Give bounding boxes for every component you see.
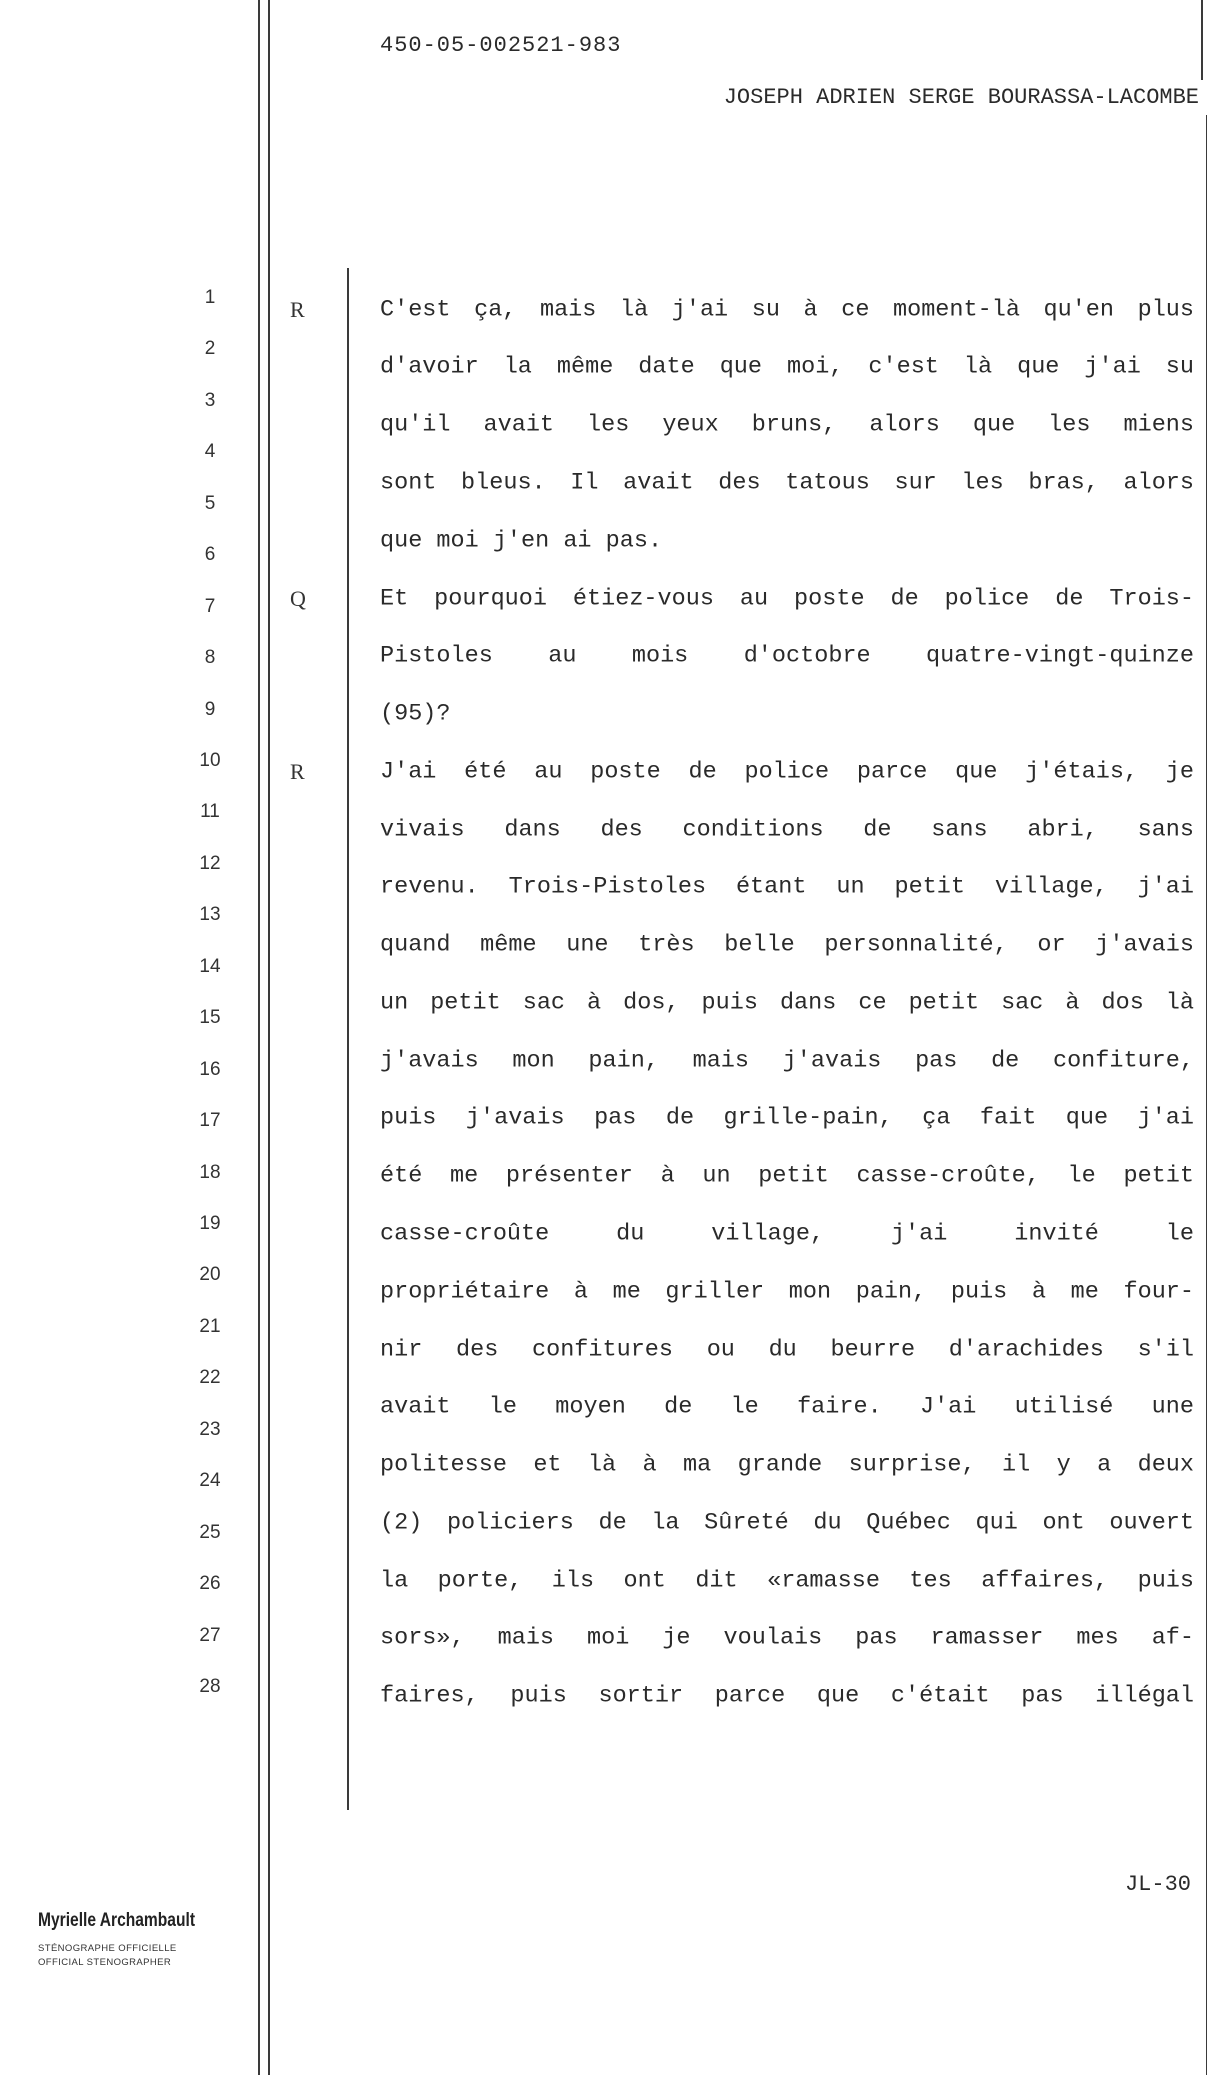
line-number: 23 (199, 1419, 221, 1440)
transcript-line: j'avais mon pain, mais j'avais pas de confiture, (380, 1047, 1194, 1075)
transcript-line: propriétaire à me griller mon pain, puis à me four- (380, 1278, 1194, 1306)
line-number: 8 (204, 647, 216, 668)
line-number: 15 (199, 1007, 221, 1028)
line-number: 9 (204, 699, 216, 720)
speaker-marker-answer: R (290, 297, 305, 322)
page-code: JL-30 (1124, 1872, 1191, 1897)
transcript-line: été me présenter à un petit casse-croûte, le petit (380, 1162, 1194, 1190)
transcript-line: que moi j'en ai pas. (380, 527, 663, 555)
line-number: 4 (204, 441, 216, 462)
transcript-line: un petit sac à dos, puis dans ce petit sac à dos là (380, 989, 1194, 1017)
line-number: 27 (199, 1625, 221, 1646)
line-number: 11 (200, 801, 220, 822)
transcript-line: (2) policiers de la Sûreté du Québec qui ont ouvert (380, 1509, 1194, 1537)
transcript-line: nir des confitures ou du beurre d'arachides s'il (380, 1336, 1194, 1364)
line-number: 22 (199, 1367, 221, 1388)
transcript-line: puis j'avais pas de grille-pain, ça fait que j'ai (380, 1104, 1194, 1132)
transcript-line: Pistoles au mois d'octobre quatre-vingt-quinze (380, 642, 1194, 670)
line-number: 18 (199, 1162, 221, 1183)
transcript-line: quand même une très belle personnalité, or j'avais (380, 931, 1194, 959)
line-number: 25 (199, 1522, 221, 1543)
transcript-line: sors», mais moi je voulais pas ramasser mes af- (380, 1624, 1194, 1652)
stenographer-block (38, 1910, 238, 1970)
line-number: 21 (199, 1316, 221, 1337)
line-number: 14 (199, 956, 221, 977)
stenographer-name: Myrielle Archambault (38, 1910, 196, 1931)
line-number: 6 (204, 544, 216, 565)
margin-rule-right (1206, 115, 1207, 2075)
speaker-column-rule (347, 268, 349, 1810)
line-number: 12 (199, 853, 221, 874)
speaker-marker-question: Q (290, 586, 306, 611)
line-number: 26 (199, 1573, 221, 1594)
transcript-line: casse-croûte du village, j'ai invité le (380, 1220, 1194, 1248)
transcript-line: Et pourquoi étiez-vous au poste de police de Trois- (380, 585, 1194, 613)
transcript-line: (95)? (380, 700, 451, 728)
line-number: 28 (199, 1676, 221, 1697)
transcript-line: J'ai été au poste de police parce que j'étais, je (380, 758, 1194, 786)
transcript-line: C'est ça, mais là j'ai su à ce moment-là qu'en plus (380, 296, 1194, 324)
line-number: 10 (199, 750, 221, 771)
stenographer-title-fr: STÉNOGRAPHE OFFICIELLE (38, 1943, 177, 1954)
line-number: 19 (199, 1213, 221, 1234)
line-number: 7 (204, 596, 216, 617)
case-number: 450-05-002521-983 (380, 33, 622, 58)
line-number: 20 (199, 1264, 221, 1285)
line-number: 24 (199, 1470, 221, 1491)
line-number: 1 (204, 287, 216, 308)
margin-rule-right-top (1201, 0, 1203, 80)
transcript-line: faires, puis sortir parce que c'était pas illégal (380, 1682, 1194, 1710)
speaker-marker-answer: R (290, 759, 305, 784)
transcript-line: avait le moyen de le faire. J'ai utilisé une (380, 1393, 1194, 1421)
transcript-line: politesse et là à ma grande surprise, il y a deux (380, 1451, 1194, 1479)
margin-rule-left-inner (268, 0, 270, 2075)
line-number: 5 (204, 493, 216, 514)
transcript-line: vivais dans des conditions de sans abri, sans (380, 816, 1194, 844)
line-number: 17 (199, 1110, 221, 1131)
transcript-line: d'avoir la même date que moi, c'est là que j'ai su (380, 353, 1194, 381)
line-number: 2 (204, 338, 216, 359)
transcript-line: sont bleus. Il avait des tatous sur les bras, alors (380, 469, 1194, 497)
transcript-line: revenu. Trois-Pistoles étant un petit village, j'ai (380, 873, 1194, 901)
line-number: 16 (199, 1059, 221, 1080)
transcript-line: qu'il avait les yeux bruns, alors que les miens (380, 411, 1194, 439)
line-number: 3 (204, 390, 216, 411)
stenographer-title-en: OFFICIAL STENOGRAPHER (38, 1957, 172, 1968)
transcript-line: la porte, ils ont dit «ramasse tes affaires, puis (380, 1567, 1194, 1595)
witness-name: JOSEPH ADRIEN SERGE BOURASSA-LACOMBE (723, 85, 1199, 110)
margin-rule-left-outer (258, 0, 260, 2075)
line-number: 13 (199, 904, 221, 925)
